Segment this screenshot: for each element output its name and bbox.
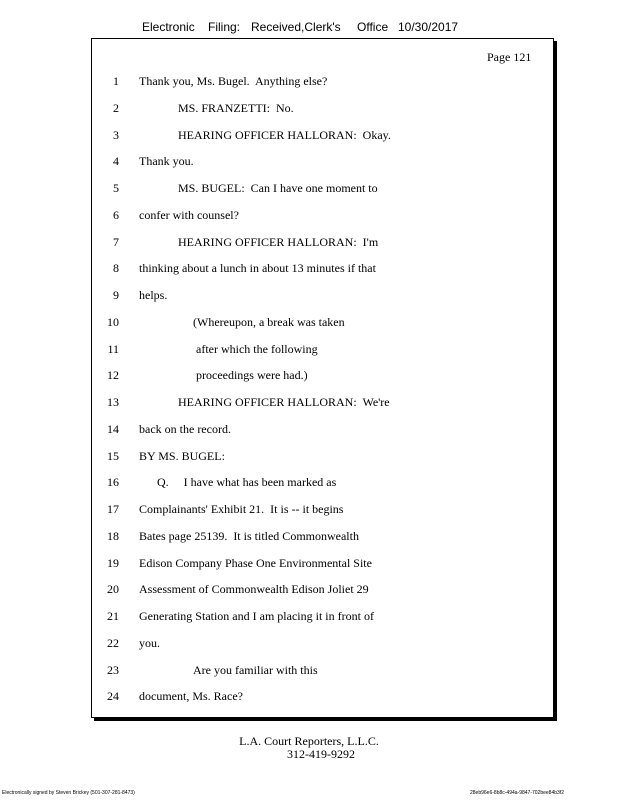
line-number: 23: [107, 662, 119, 677]
line-text: Bates page 25139. It is titled Commonwealth: [139, 528, 359, 543]
transcript-line: [0, 181, 618, 197]
line-number: 10: [107, 314, 119, 329]
line-number: 18: [107, 528, 119, 543]
transcript-line: [0, 208, 618, 224]
transcript-line: [0, 689, 618, 705]
line-text: thinking about a lunch in about 13 minutes if that: [139, 261, 376, 276]
transcript-line: [0, 74, 618, 90]
line-number: 9: [113, 288, 119, 302]
line-text: (Whereupon, a break was taken: [193, 314, 345, 329]
line-text: HEARING OFFICER HALLORAN: We're: [178, 395, 390, 409]
line-text: Edison Company Phase One Environmental Site: [139, 555, 372, 570]
transcript-line: [0, 636, 618, 652]
line-number: 6: [113, 207, 119, 222]
transcript-line: [0, 556, 618, 572]
transcript-line: [0, 502, 618, 518]
transcript-line: [0, 342, 618, 358]
signature-left: Electronically signed by Steven Brickey (501-307-281-8473): [2, 790, 135, 796]
line-number: 16: [107, 475, 119, 490]
line-text: confer with counsel?: [139, 207, 239, 222]
transcript-line: [0, 235, 618, 251]
line-number: 4: [113, 154, 119, 169]
line-text: Q. I have what has been marked as: [157, 475, 337, 490]
transcript-line: [0, 422, 618, 438]
transcript-line: [0, 101, 618, 117]
line-text: helps.: [139, 288, 168, 302]
line-number: 3: [113, 127, 119, 142]
filing-header-word: Office: [357, 20, 389, 34]
line-number: 14: [107, 421, 119, 436]
transcript-line: [0, 368, 618, 384]
line-number: 20: [107, 582, 119, 597]
line-number: 12: [107, 368, 119, 383]
footer-company: L.A. Court Reporters, L.L.C.: [239, 734, 379, 748]
line-text: proceedings were had.): [196, 368, 308, 383]
transcript-line: [0, 315, 618, 331]
transcript-line: [0, 529, 618, 545]
line-number: 17: [107, 502, 119, 516]
line-number: 8: [113, 261, 119, 276]
line-number: 7: [113, 234, 119, 249]
signature-right: 28eb96e6-8b8c-494a-9847-702bee84b3f2: [470, 790, 564, 796]
filing-header: [0, 20, 618, 38]
footer-phone: 312-419-9292: [287, 747, 355, 761]
transcript-line: [0, 154, 618, 170]
filing-header-word: Filing:: [208, 20, 241, 34]
transcript-line: [0, 288, 618, 304]
filing-header-word: Electronic: [142, 20, 195, 34]
transcript-line: [0, 449, 618, 465]
line-text: Are you familiar with this: [193, 662, 318, 677]
line-text: Generating Station and I am placing it in front of: [139, 609, 374, 623]
line-text: MS. BUGEL: Can I have one moment to: [178, 181, 378, 195]
line-text: back on the record.: [139, 421, 231, 436]
line-number: 22: [107, 635, 119, 650]
line-text: HEARING OFFICER HALLORAN: I'm: [178, 234, 379, 249]
line-number: 19: [107, 555, 119, 570]
filing-header-date: 10/30/2017: [398, 20, 459, 34]
line-text: BY MS. BUGEL:: [139, 448, 225, 463]
line-text: MS. FRANZETTI: No.: [178, 100, 294, 115]
line-number: 11: [107, 341, 119, 356]
line-number: 15: [107, 448, 119, 463]
transcript-line: [0, 128, 618, 144]
line-number: 1: [113, 74, 119, 88]
line-number: 24: [107, 689, 119, 704]
line-number: 21: [107, 609, 119, 623]
transcript-line: [0, 582, 618, 598]
line-text: after which the following: [196, 341, 318, 356]
filing-header-word: Received,Clerk's: [251, 20, 341, 34]
transcript-line: [0, 475, 618, 491]
line-number: 13: [107, 395, 119, 409]
transcript-line: [0, 609, 618, 625]
transcript-line: [0, 261, 618, 277]
line-number: 5: [113, 181, 119, 195]
transcript-line: [0, 663, 618, 679]
page-number: Page 121: [487, 50, 532, 64]
line-text: Thank you.: [139, 154, 194, 169]
line-number: 2: [113, 100, 119, 115]
transcript-line: [0, 395, 618, 411]
line-text: Complainants' Exhibit 21. It is -- it begins: [139, 502, 344, 516]
line-text: HEARING OFFICER HALLORAN: Okay.: [178, 127, 391, 142]
line-text: Thank you, Ms. Bugel. Anything else?: [139, 74, 328, 88]
line-text: document, Ms. Race?: [139, 689, 243, 704]
line-text: you.: [139, 635, 160, 650]
line-text: Assessment of Commonwealth Edison Joliet 29: [139, 582, 369, 597]
